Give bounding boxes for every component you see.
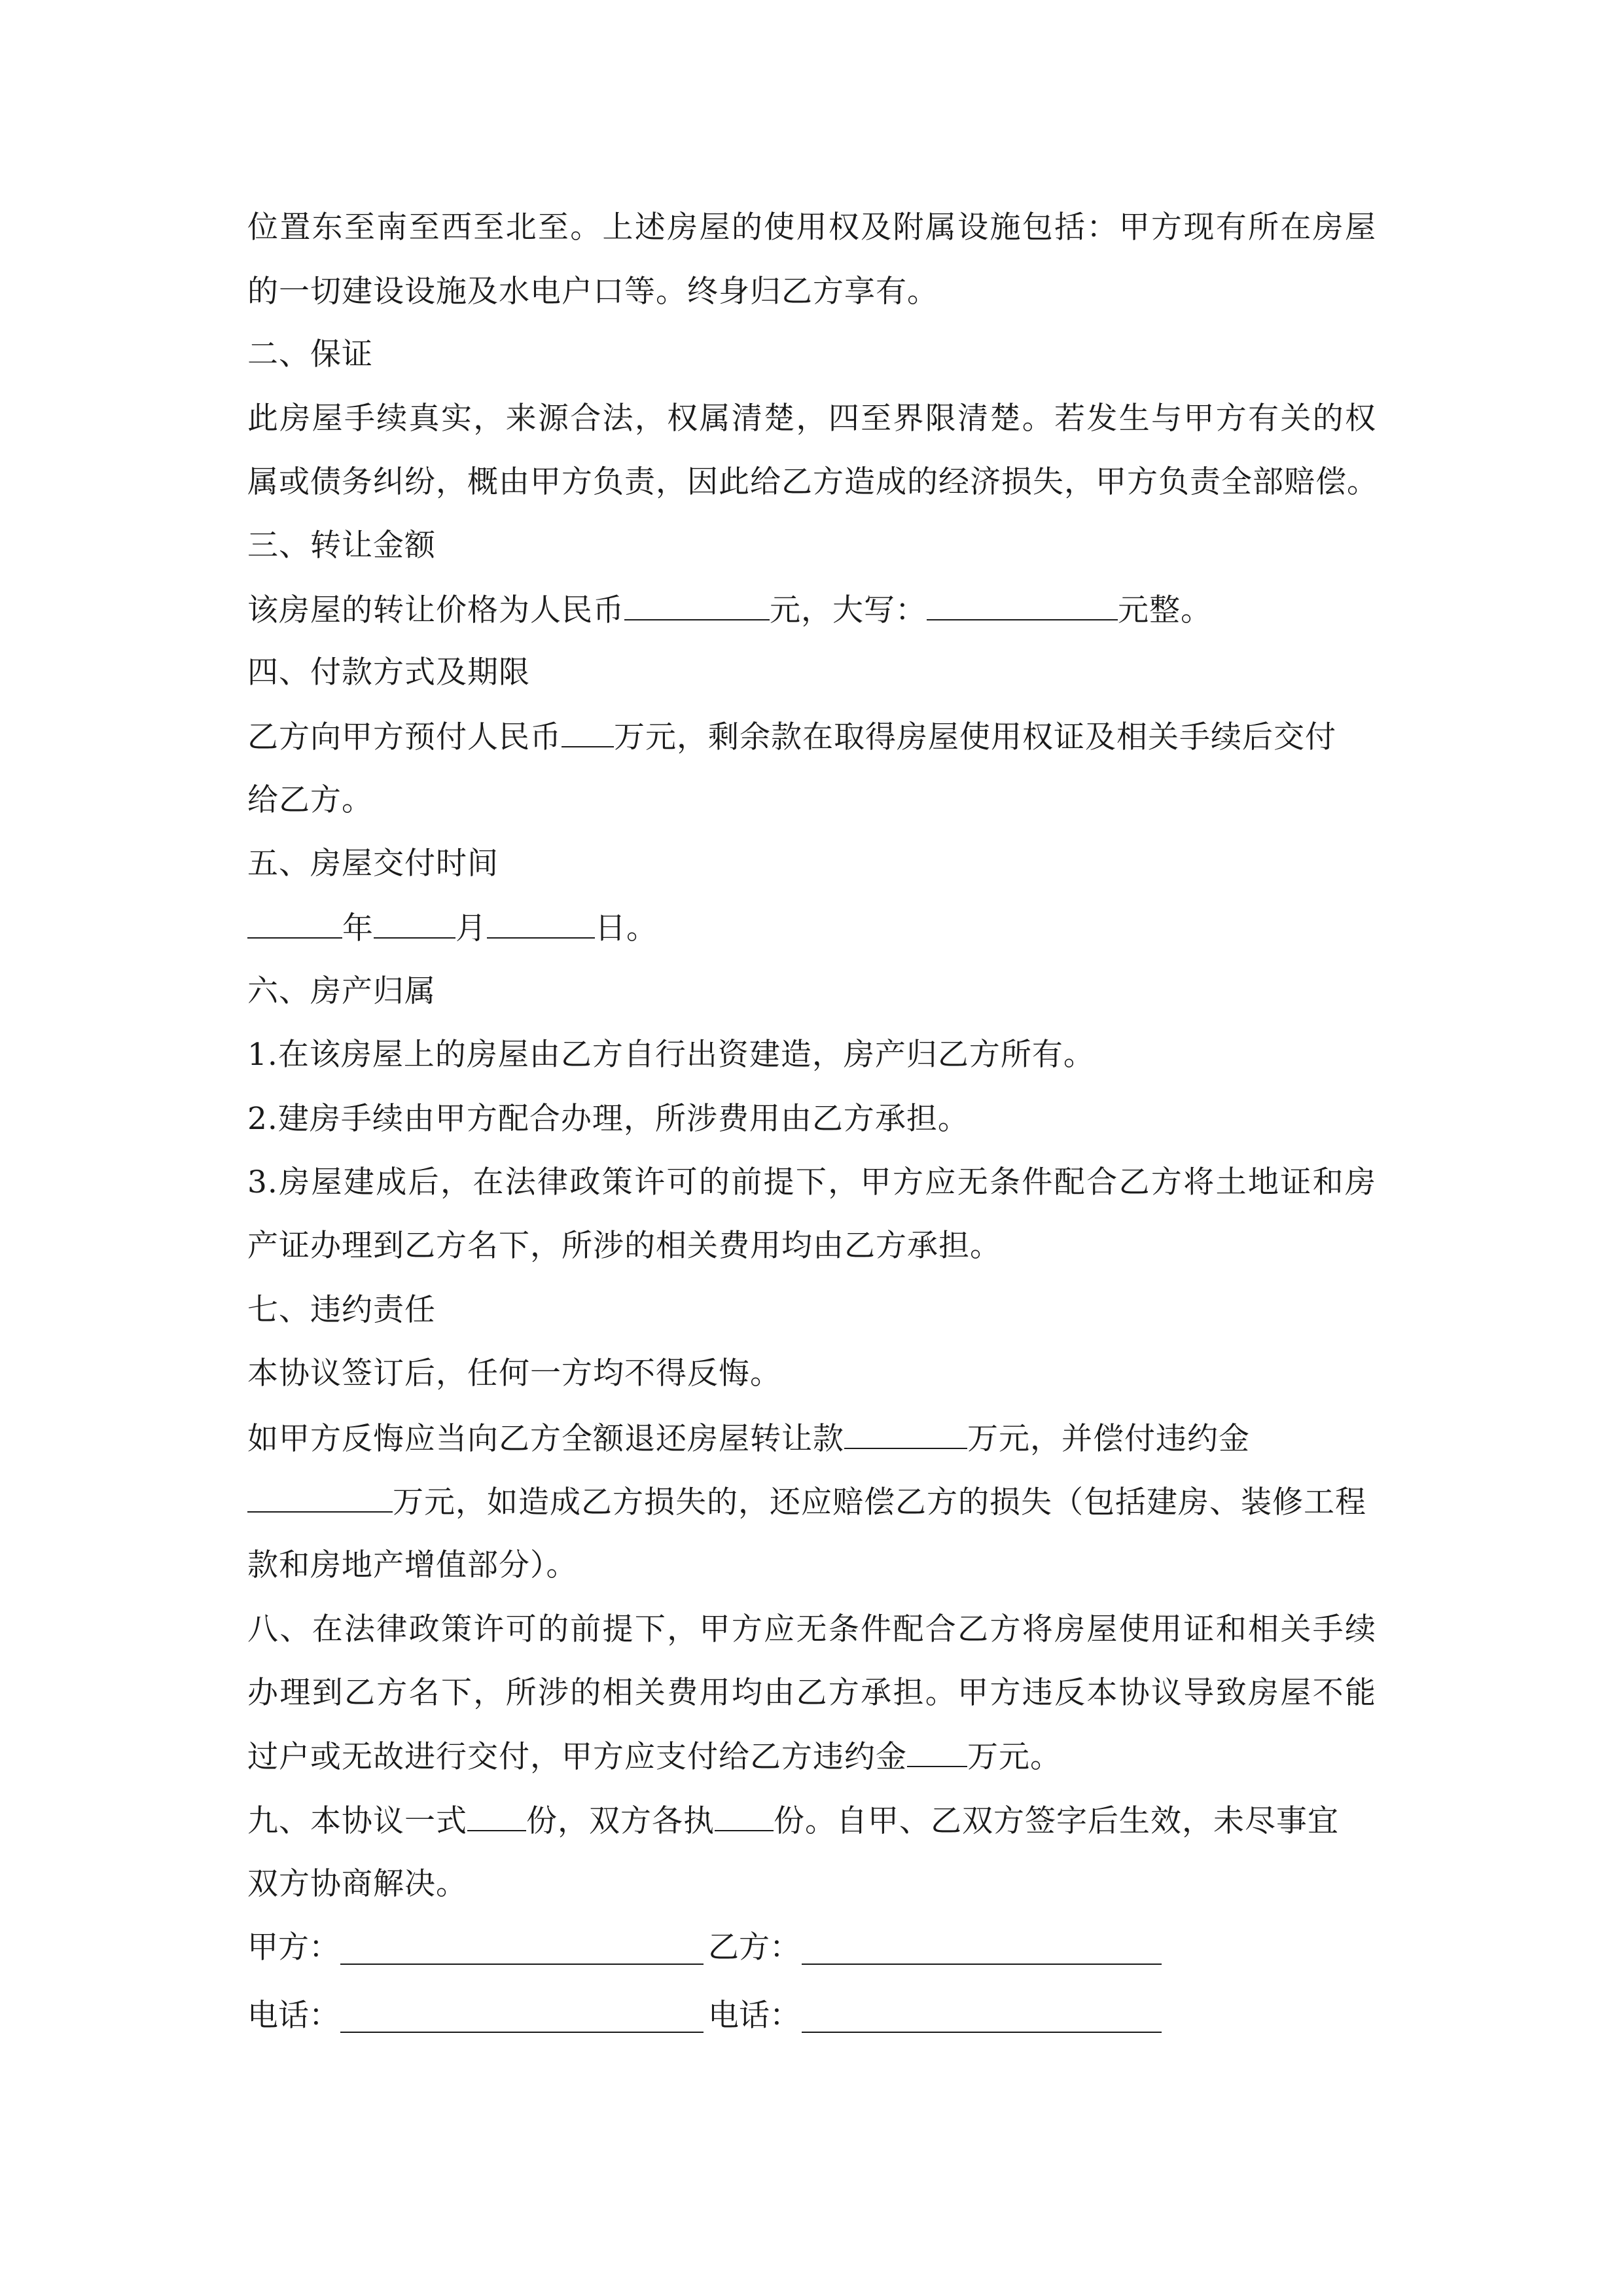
breach-text-4: 万元，如造成乙方损失的，还应赔偿乙方的损失（包括建房、装修工程 [393,1484,1366,1520]
heading-guarantee: 二、保证 [247,336,373,372]
copies-text-2: 份，双方各执 [526,1803,715,1839]
clause-nine-2: 双方协商解决。 [247,1866,467,1902]
clause-nine-1 [247,1801,1339,1840]
copies-total-blank[interactable] [467,1801,526,1831]
delivery-date-line [247,908,658,948]
prepay-text-1: 乙方向甲方预付人民币 [247,719,562,755]
price-line [247,590,1212,630]
heading-payment: 四、付款方式及期限 [247,655,530,691]
price-text-2: 元，大写： [770,592,927,628]
facilities-line: 的一切建设设施及水电户口等。终身归乙方享有。 [247,274,938,310]
party-a-label: 甲方： [247,1929,340,1965]
delivery-month-blank[interactable] [374,908,455,939]
prepay-amount-blank[interactable] [562,717,614,747]
location-line: 位置东至南至西至北至。上述房屋的使用权及附属设施包括：甲方现有所在房屋 [247,209,1376,245]
heading-transfer-amount: 三、转让金额 [247,528,436,564]
breach-text-1: 本协议签订后，任何一方均不得反悔。 [247,1355,781,1391]
party-a-signature-line[interactable] [340,1964,704,1965]
price-words-blank[interactable] [927,590,1118,620]
refund-amount-blank[interactable] [844,1419,967,1449]
heading-breach: 七、违约责任 [247,1292,436,1328]
heading-delivery: 五、房屋交付时间 [247,846,499,882]
breach-penalty-line [247,1482,1366,1522]
clause-eight-1: 八、在法律政策许可的前提下，甲方应无条件配合乙方将房屋使用证和相关手续 [247,1611,1376,1647]
clause-eight-3 [247,1737,1061,1776]
breach-text-5: 款和房地产增值部分）。 [247,1547,578,1583]
delivery-year-label: 年 [342,910,374,946]
delivery-year-blank[interactable] [247,908,342,939]
breach-text-3: 万元，并偿付违约金 [967,1421,1250,1457]
breach-text-2: 如甲方反悔应当向乙方全额退还房屋转让款 [247,1421,844,1457]
copies-text-3: 份。自甲、乙双方签字后生效，未尽事宜 [774,1803,1339,1839]
penalty-amount-blank[interactable] [247,1482,393,1513]
phone-b-line[interactable] [802,2032,1162,2033]
price-amount-blank[interactable] [624,590,770,620]
delivery-month-label: 月 [455,910,487,946]
party-b-label: 乙方： [708,1929,800,1965]
clause-eight-2: 办理到乙方名下，所涉的相关费用均由乙方承担。甲方违反本协议导致房屋不能 [247,1675,1376,1711]
ownership-item-2: 2.建房手续由甲方配合办理，所涉费用由乙方承担。 [247,1101,969,1137]
phone-b-label: 电话： [708,1998,800,2034]
guarantee-text-2: 属或债务纠纷，概由甲方负责，因此给乙方造成的经济损失，甲方负责全部赔偿。 [247,464,1378,500]
delivery-day-label: 日。 [595,910,658,946]
prepay-line-2: 给乙方。 [247,782,373,818]
transfer-penalty-blank[interactable] [907,1737,967,1767]
transfer-text-1: 过户或无故进行交付，甲方应支付给乙方违约金 [247,1739,907,1775]
heading-ownership: 六、房产归属 [247,973,436,1009]
ownership-item-1: 1.在该房屋上的房屋由乙方自行出资建造，房产归乙方所有。 [247,1037,1095,1073]
phone-a-label: 电话： [247,1998,340,2034]
copies-each-blank[interactable] [715,1801,774,1831]
breach-refund-line [247,1419,1250,1458]
price-text-3: 元整。 [1118,592,1212,628]
copies-text-1: 九、本协议一式 [247,1803,467,1839]
delivery-day-blank[interactable] [487,908,595,939]
party-b-signature-line[interactable] [802,1964,1162,1965]
guarantee-text-1: 此房屋手续真实，来源合法，权属清楚，四至界限清楚。若发生与甲方有关的权 [247,401,1376,437]
phone-a-line[interactable] [340,2032,704,2033]
price-text-1: 该房屋的转让价格为人民币 [247,592,624,628]
prepay-text-2: 万元，剩余款在取得房屋使用权证及相关手续后交付 [614,719,1336,755]
ownership-item-3: 3.房屋建成后，在法律政策许可的前提下，甲方应无条件配合乙方将土地证和房 [247,1164,1376,1200]
prepay-line [247,717,1336,757]
ownership-item-3-cont: 产证办理到乙方名下，所涉的相关费用均由乙方承担。 [247,1228,1001,1264]
transfer-text-2: 万元。 [967,1739,1061,1775]
